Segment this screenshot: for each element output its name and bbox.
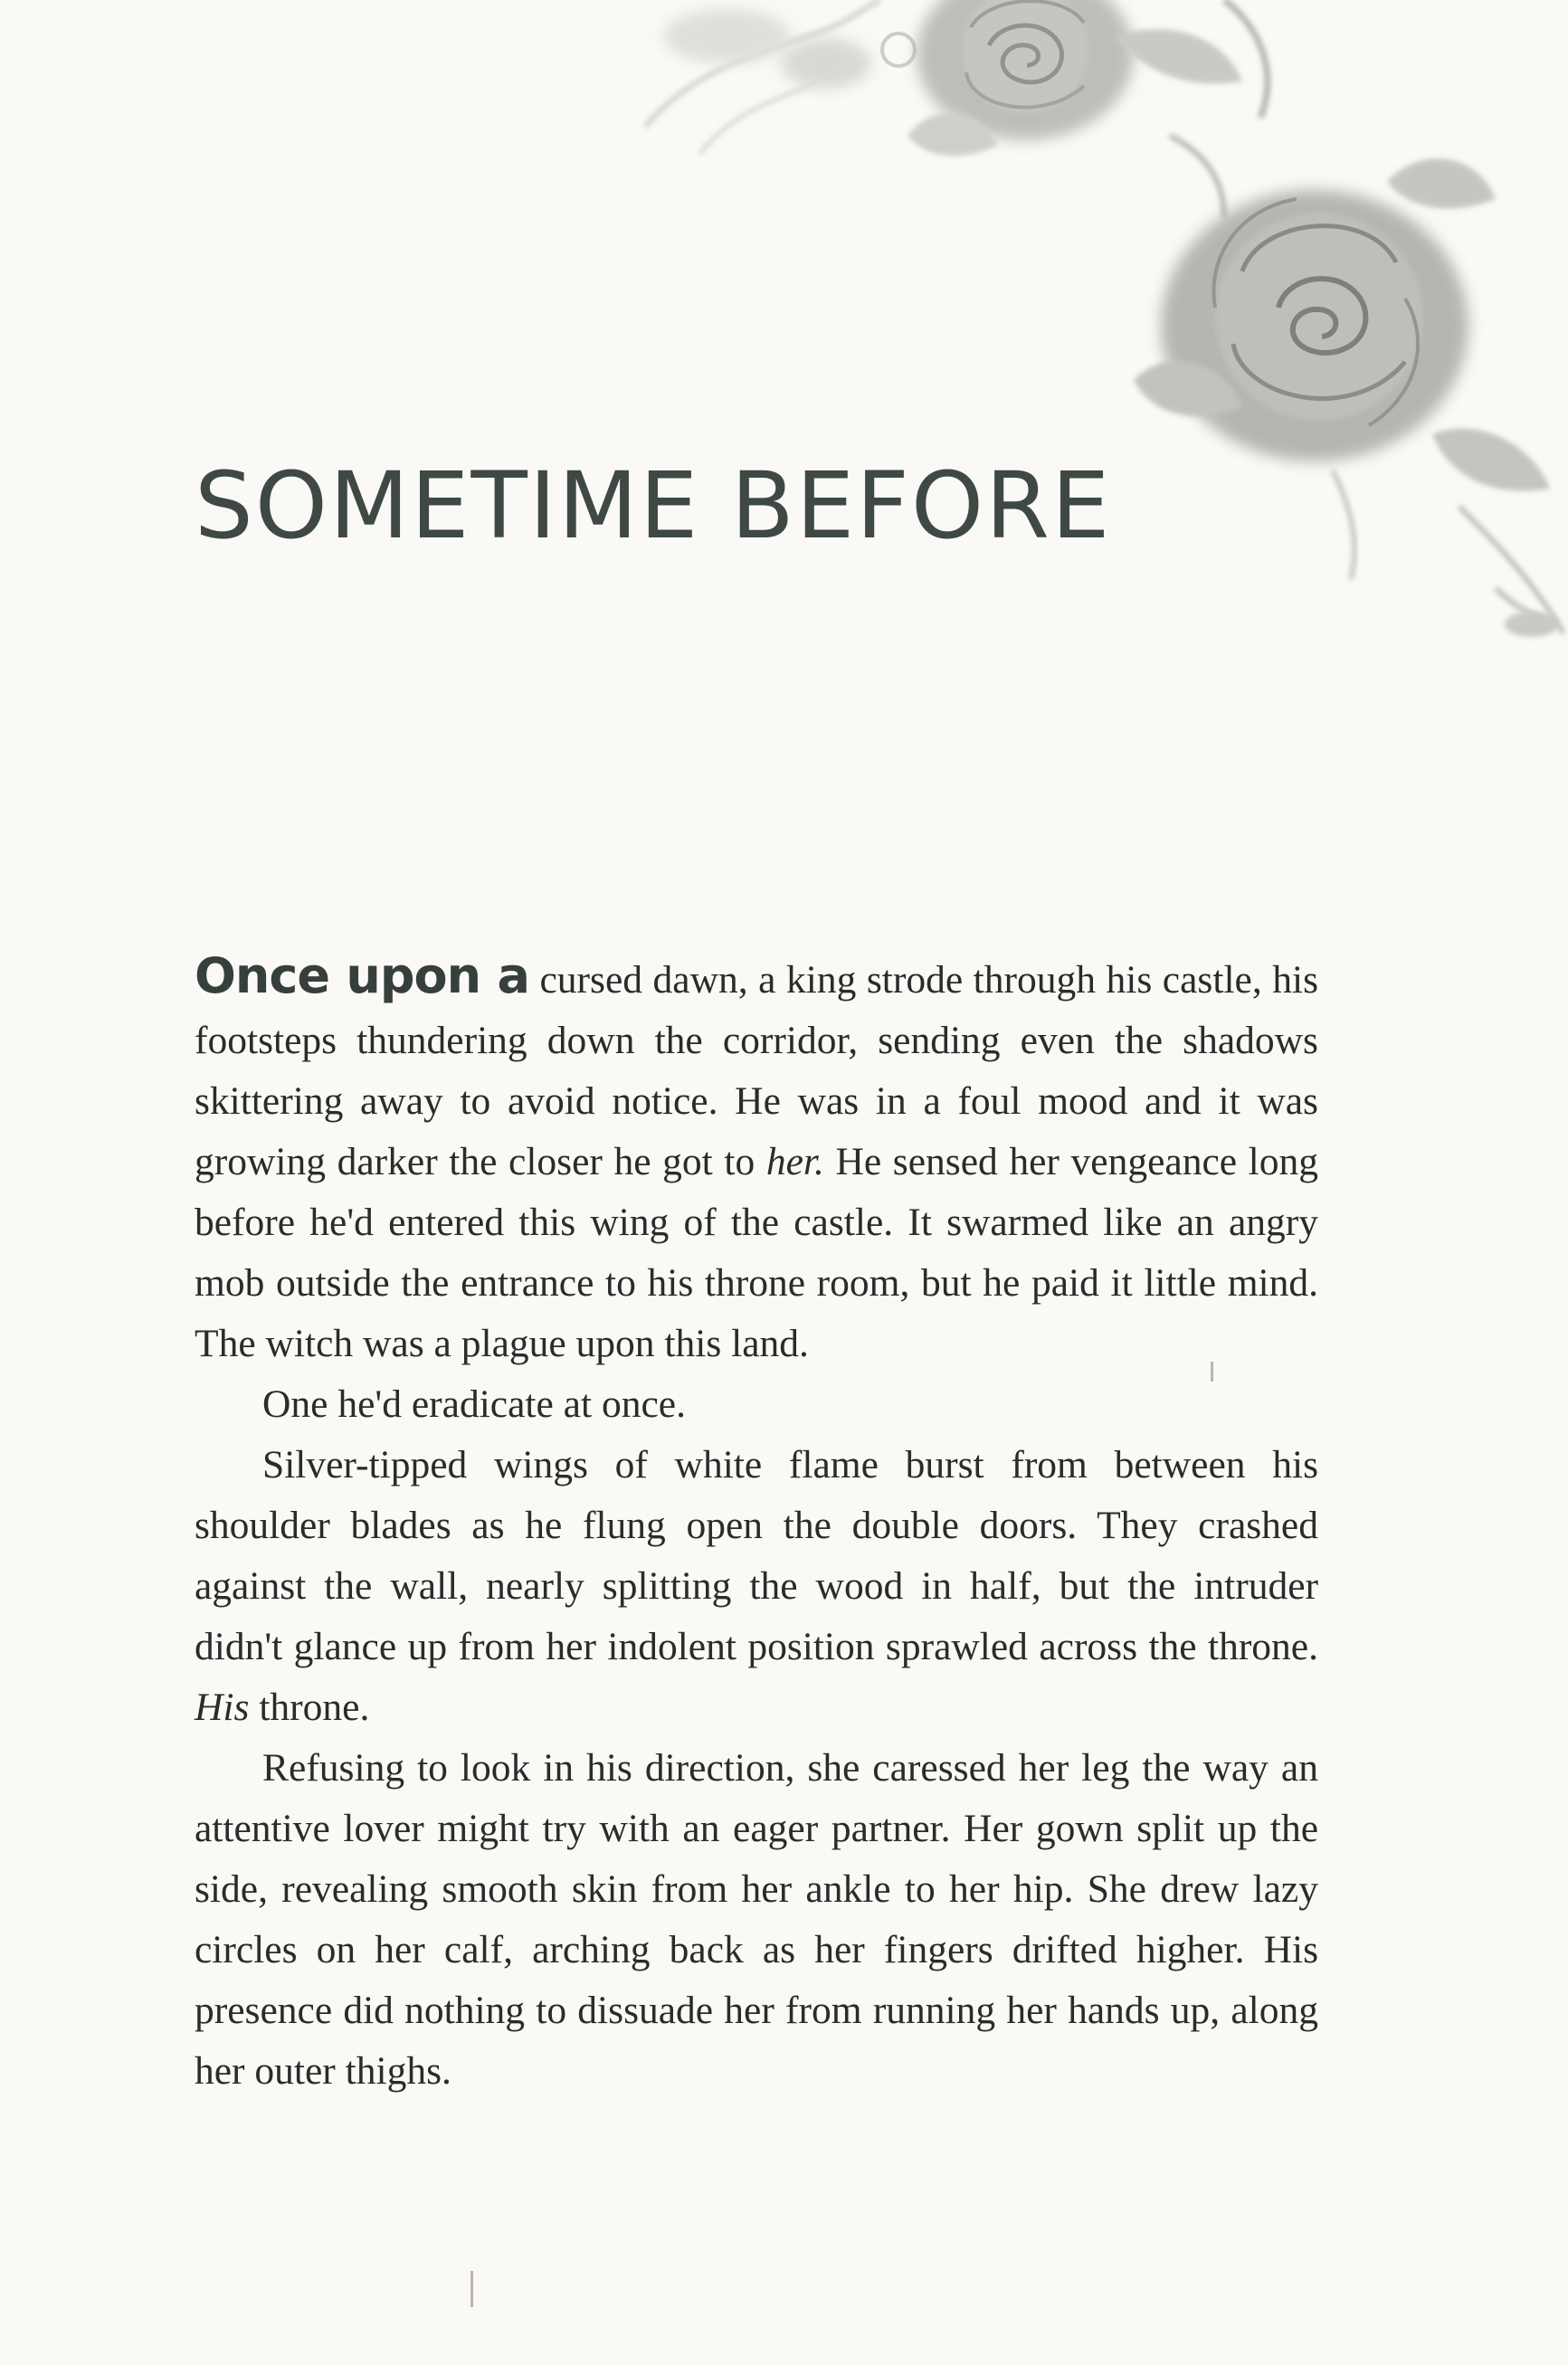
chapter-body xyxy=(195,945,1318,2102)
paragraph: One he'd eradicate at once. xyxy=(262,1382,686,1426)
chapter-title: SOMETIME BEFORE xyxy=(195,452,1112,560)
rose-illustration xyxy=(591,0,1568,688)
scan-mark xyxy=(1211,1362,1213,1382)
text-run: Silver-tipped wings of white flame burst from between his shoulder blades as he flung open the double doors. They crashed against the wall, nearly splitting the wood in half, but the intruder didn't glance up from her indolent position sprawled across the throne. xyxy=(195,1443,1318,1668)
emphasis: His xyxy=(195,1686,250,1729)
paragraph: Refusing to look in his direction, she caressed her leg the way an attentive lover might try with an eager partner. Her gown split up the side, revealing smooth skin from her ankle to her hip. She drew lazy circles on her calf, arching back as her fingers drifted higher. His presence did nothing to dissuade her from running her hands up, along her outer thighs. xyxy=(195,1746,1318,2093)
text-run: throne. xyxy=(249,1686,370,1729)
paragraph xyxy=(195,945,1318,1374)
emphasis: her. xyxy=(765,1140,824,1183)
scan-mark xyxy=(470,2271,473,2307)
paragraph xyxy=(195,1435,1318,1738)
lead-in: Once upon a xyxy=(195,947,529,1004)
text-run: cursed dawn, a king strode through his castle, his footsteps thundering down the corridor, sending even the shadows skittering away to avoid notice. He was in a foul mood and it was growing darker the closer he got to xyxy=(195,958,1318,1183)
text-run: He sensed her vengeance long before he'd entered this wing of the castle. It swarmed like an angry mob outside the entrance to his throne room, but he paid it little mind. The witch was a plague upon this land. xyxy=(195,1140,1319,1365)
